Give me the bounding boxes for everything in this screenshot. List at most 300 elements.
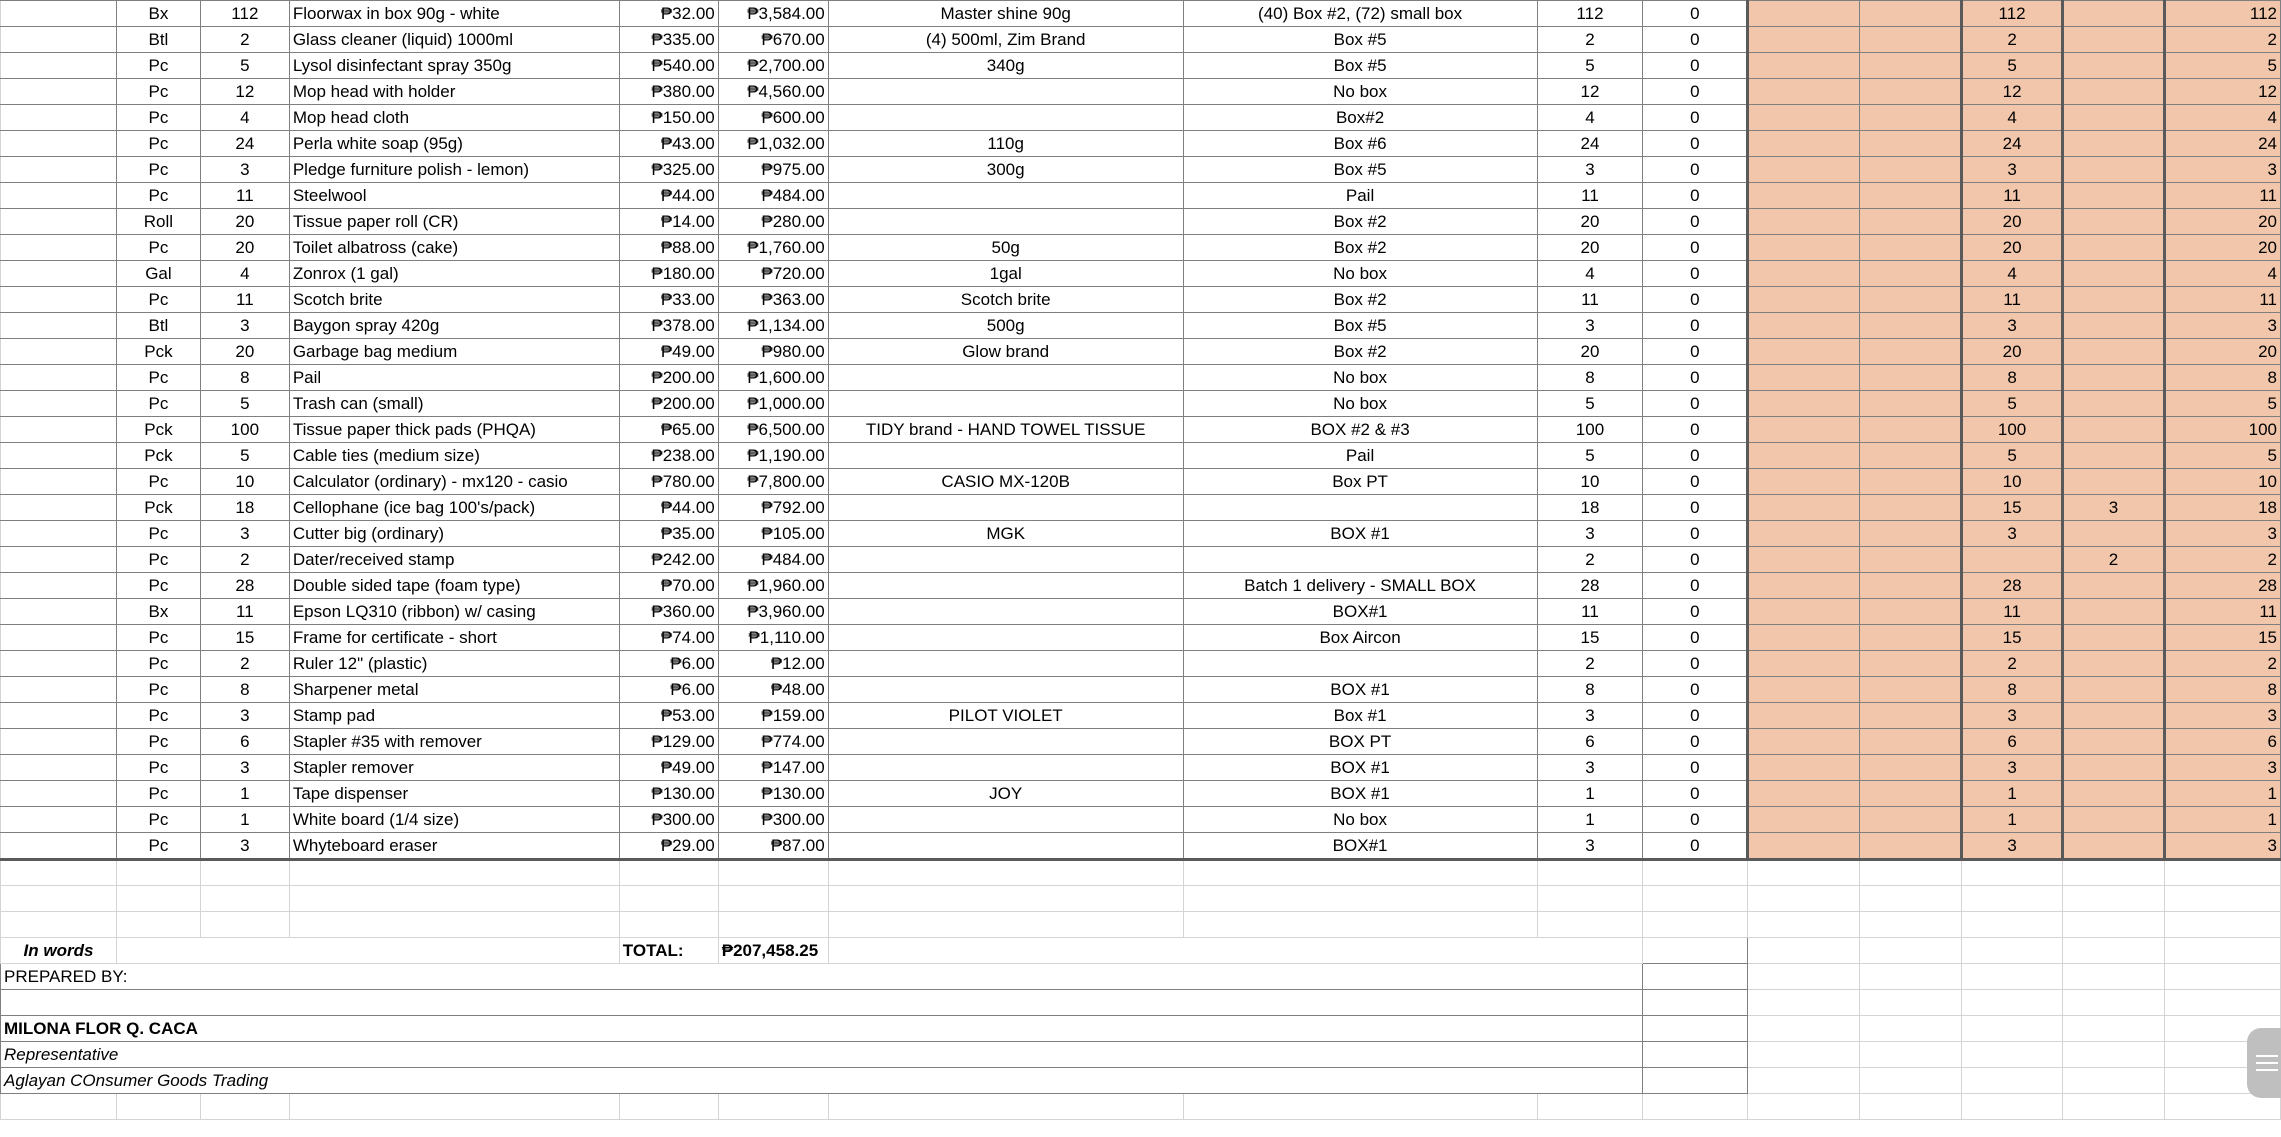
- cell[interactable]: ₱87.00: [718, 833, 828, 860]
- cell[interactable]: [828, 807, 1183, 833]
- cell[interactable]: Box PT: [1183, 469, 1537, 495]
- cell[interactable]: 112: [1962, 1, 2063, 27]
- cell[interactable]: 11: [200, 287, 289, 313]
- cell[interactable]: Ruler 12" (plastic): [289, 651, 619, 677]
- cell[interactable]: 2: [200, 27, 289, 53]
- cell[interactable]: [2063, 261, 2165, 287]
- cell[interactable]: [200, 860, 289, 886]
- cell[interactable]: [200, 886, 289, 912]
- cell[interactable]: 3: [200, 703, 289, 729]
- cell[interactable]: ₱74.00: [619, 625, 718, 651]
- cell[interactable]: [1962, 990, 2063, 1016]
- cell[interactable]: Box #2: [1183, 287, 1537, 313]
- cell[interactable]: Toilet albatross (cake): [289, 235, 619, 261]
- cell[interactable]: [2063, 599, 2165, 625]
- cell[interactable]: Master shine 90g: [828, 1, 1183, 27]
- cell[interactable]: Btl: [116, 27, 200, 53]
- cell[interactable]: 3: [200, 521, 289, 547]
- cell[interactable]: 1: [1537, 781, 1643, 807]
- cell[interactable]: [828, 547, 1183, 573]
- cell[interactable]: ₱670.00: [718, 27, 828, 53]
- cell[interactable]: [1748, 833, 1860, 860]
- cell[interactable]: ₱325.00: [619, 157, 718, 183]
- cell[interactable]: [2164, 964, 2280, 990]
- cell[interactable]: [1, 755, 117, 781]
- cell[interactable]: 2: [1962, 651, 2063, 677]
- cell[interactable]: 0: [1643, 79, 1748, 105]
- cell[interactable]: [2063, 781, 2165, 807]
- cell[interactable]: [1, 235, 117, 261]
- cell[interactable]: [200, 912, 289, 938]
- cell[interactable]: (4) 500ml, Zim Brand: [828, 27, 1183, 53]
- cell[interactable]: [2063, 677, 2165, 703]
- cell[interactable]: 11: [1537, 287, 1643, 313]
- cell[interactable]: ₱147.00: [718, 755, 828, 781]
- cell[interactable]: [1, 912, 117, 938]
- cell[interactable]: [2063, 157, 2165, 183]
- cell[interactable]: [1, 417, 117, 443]
- cell[interactable]: Pc: [116, 235, 200, 261]
- cell[interactable]: [619, 1094, 718, 1120]
- cell[interactable]: 3: [2063, 495, 2165, 521]
- cell[interactable]: [828, 599, 1183, 625]
- cell[interactable]: [2164, 990, 2280, 1016]
- cell[interactable]: MGK: [828, 521, 1183, 547]
- cell[interactable]: [1860, 209, 1962, 235]
- cell[interactable]: [619, 912, 718, 938]
- cell[interactable]: 0: [1643, 521, 1748, 547]
- cell[interactable]: 1: [2164, 807, 2280, 833]
- cell[interactable]: 2: [1962, 27, 2063, 53]
- cell[interactable]: ₱12.00: [718, 651, 828, 677]
- cell[interactable]: Pail: [289, 365, 619, 391]
- cell[interactable]: [2063, 886, 2165, 912]
- cell[interactable]: Dater/received stamp: [289, 547, 619, 573]
- cell[interactable]: Roll: [116, 209, 200, 235]
- cell[interactable]: [1, 833, 117, 860]
- cell[interactable]: No box: [1183, 365, 1537, 391]
- cell[interactable]: No box: [1183, 261, 1537, 287]
- cell[interactable]: Glow brand: [828, 339, 1183, 365]
- cell[interactable]: [1748, 53, 1860, 79]
- cell[interactable]: BOX#1: [1183, 833, 1537, 860]
- cell[interactable]: BOX #1: [1183, 677, 1537, 703]
- cell[interactable]: 0: [1643, 807, 1748, 833]
- cell[interactable]: [1748, 365, 1860, 391]
- cell[interactable]: [1860, 235, 1962, 261]
- cell[interactable]: 20: [2164, 235, 2280, 261]
- cell[interactable]: [2063, 938, 2165, 964]
- cell[interactable]: [1, 573, 117, 599]
- cell[interactable]: [2063, 1, 2165, 27]
- cell[interactable]: [1, 651, 117, 677]
- cell[interactable]: 6: [2164, 729, 2280, 755]
- scrollbar-handle[interactable]: [2247, 1028, 2281, 1098]
- cell[interactable]: 3: [2164, 833, 2280, 860]
- cell[interactable]: BOX #1: [1183, 755, 1537, 781]
- cell[interactable]: Box#2: [1183, 105, 1537, 131]
- cell[interactable]: [1183, 912, 1537, 938]
- cell[interactable]: 112: [200, 1, 289, 27]
- cell[interactable]: Pc: [116, 651, 200, 677]
- cell[interactable]: No box: [1183, 391, 1537, 417]
- cell[interactable]: [1748, 755, 1860, 781]
- cell[interactable]: [1, 261, 117, 287]
- cell[interactable]: [1748, 495, 1860, 521]
- cell[interactable]: [1860, 27, 1962, 53]
- cell[interactable]: ₱360.00: [619, 599, 718, 625]
- cell[interactable]: [1748, 729, 1860, 755]
- cell[interactable]: ₱180.00: [619, 261, 718, 287]
- cell[interactable]: ₱6.00: [619, 651, 718, 677]
- cell[interactable]: 24: [1962, 131, 2063, 157]
- cell[interactable]: Pail: [1183, 183, 1537, 209]
- cell[interactable]: 2: [1537, 547, 1643, 573]
- cell[interactable]: 3: [200, 157, 289, 183]
- cell[interactable]: ₱380.00: [619, 79, 718, 105]
- cell[interactable]: 500g: [828, 313, 1183, 339]
- cell[interactable]: ₱159.00: [718, 703, 828, 729]
- cell[interactable]: 11: [200, 599, 289, 625]
- cell[interactable]: [1748, 287, 1860, 313]
- cell[interactable]: 50g: [828, 235, 1183, 261]
- cell[interactable]: Stamp pad: [289, 703, 619, 729]
- cell[interactable]: [619, 860, 718, 886]
- cell[interactable]: 0: [1643, 365, 1748, 391]
- cell[interactable]: 5: [200, 53, 289, 79]
- cell[interactable]: [1748, 703, 1860, 729]
- cell[interactable]: Gal: [116, 261, 200, 287]
- cell[interactable]: ₱44.00: [619, 495, 718, 521]
- cell[interactable]: [828, 886, 1183, 912]
- cell[interactable]: [1748, 573, 1860, 599]
- cell[interactable]: Pc: [116, 703, 200, 729]
- cell[interactable]: [1537, 860, 1643, 886]
- cell[interactable]: ₱4,560.00: [718, 79, 828, 105]
- cell[interactable]: ₱1,032.00: [718, 131, 828, 157]
- cell[interactable]: [2063, 729, 2165, 755]
- cell[interactable]: [2063, 755, 2165, 781]
- cell[interactable]: [289, 912, 619, 938]
- cell[interactable]: [1748, 990, 1860, 1016]
- cell[interactable]: 0: [1643, 443, 1748, 469]
- cell[interactable]: Mop head cloth: [289, 105, 619, 131]
- cell[interactable]: No box: [1183, 807, 1537, 833]
- cell[interactable]: [1, 599, 117, 625]
- cell[interactable]: Cable ties (medium size): [289, 443, 619, 469]
- cell[interactable]: 6: [1962, 729, 2063, 755]
- cell[interactable]: [2063, 469, 2165, 495]
- cell[interactable]: Pc: [116, 105, 200, 131]
- cell[interactable]: Box #1: [1183, 703, 1537, 729]
- cell[interactable]: [828, 105, 1183, 131]
- cell[interactable]: Sharpener metal: [289, 677, 619, 703]
- cell[interactable]: [828, 860, 1183, 886]
- cell[interactable]: ₱300.00: [718, 807, 828, 833]
- cell[interactable]: [1860, 469, 1962, 495]
- cell[interactable]: 3: [1962, 313, 2063, 339]
- cell[interactable]: 112: [1537, 1, 1643, 27]
- cell[interactable]: [1860, 1068, 1962, 1094]
- cell[interactable]: [828, 495, 1183, 521]
- cell[interactable]: Pck: [116, 443, 200, 469]
- cell[interactable]: 0: [1643, 131, 1748, 157]
- cell[interactable]: 20: [200, 209, 289, 235]
- cell[interactable]: [2063, 912, 2165, 938]
- cell[interactable]: [1748, 521, 1860, 547]
- cell[interactable]: 4: [1537, 105, 1643, 131]
- cell[interactable]: 8: [200, 677, 289, 703]
- cell[interactable]: ₱2,700.00: [718, 53, 828, 79]
- cell[interactable]: [1860, 1, 1962, 27]
- cell[interactable]: 4: [1537, 261, 1643, 287]
- cell[interactable]: ₱484.00: [718, 547, 828, 573]
- cell[interactable]: [828, 755, 1183, 781]
- cell[interactable]: [2063, 27, 2165, 53]
- cell[interactable]: [828, 1094, 1183, 1120]
- cell[interactable]: 0: [1643, 183, 1748, 209]
- cell[interactable]: 100: [1537, 417, 1643, 443]
- cell[interactable]: [1, 339, 117, 365]
- cell[interactable]: Pc: [116, 729, 200, 755]
- cell[interactable]: ₱3,584.00: [718, 1, 828, 27]
- cell[interactable]: 2: [1537, 27, 1643, 53]
- cell[interactable]: ₱48.00: [718, 677, 828, 703]
- cell[interactable]: 3: [200, 833, 289, 860]
- cell[interactable]: [828, 365, 1183, 391]
- cell[interactable]: [289, 1094, 619, 1120]
- cell[interactable]: [2164, 938, 2280, 964]
- cell[interactable]: 1gal: [828, 261, 1183, 287]
- cell[interactable]: [2063, 625, 2165, 651]
- cell[interactable]: ₱65.00: [619, 417, 718, 443]
- cell[interactable]: [2063, 1042, 2165, 1068]
- cell[interactable]: [1748, 235, 1860, 261]
- cell[interactable]: [718, 1094, 828, 1120]
- cell[interactable]: 28: [1537, 573, 1643, 599]
- cell[interactable]: [828, 938, 1643, 964]
- cell[interactable]: 24: [1537, 131, 1643, 157]
- cell[interactable]: [1, 677, 117, 703]
- cell[interactable]: ₱3,960.00: [718, 599, 828, 625]
- cell[interactable]: ₱200.00: [619, 391, 718, 417]
- cell[interactable]: [1537, 1094, 1643, 1120]
- cell[interactable]: 10: [2164, 469, 2280, 495]
- cell[interactable]: Pc: [116, 391, 200, 417]
- cell[interactable]: [2164, 886, 2280, 912]
- cell[interactable]: [828, 443, 1183, 469]
- cell[interactable]: [289, 860, 619, 886]
- cell[interactable]: ₱600.00: [718, 105, 828, 131]
- cell[interactable]: 3: [1962, 521, 2063, 547]
- cell[interactable]: 11: [2164, 287, 2280, 313]
- cell[interactable]: 10: [1537, 469, 1643, 495]
- cell[interactable]: ₱7,800.00: [718, 469, 828, 495]
- cell[interactable]: 18: [2164, 495, 2280, 521]
- cell[interactable]: 5: [1962, 391, 2063, 417]
- cell[interactable]: Box #5: [1183, 53, 1537, 79]
- cell[interactable]: 20: [1537, 235, 1643, 261]
- cell[interactable]: Double sided tape (foam type): [289, 573, 619, 599]
- cell[interactable]: JOY: [828, 781, 1183, 807]
- cell[interactable]: Whyteboard eraser: [289, 833, 619, 860]
- cell[interactable]: No box: [1183, 79, 1537, 105]
- cell[interactable]: 11: [1962, 287, 2063, 313]
- cell[interactable]: 3: [1537, 313, 1643, 339]
- cell[interactable]: [1643, 860, 1748, 886]
- cell[interactable]: 300g: [828, 157, 1183, 183]
- cell[interactable]: Pail: [1183, 443, 1537, 469]
- cell[interactable]: [2063, 573, 2165, 599]
- cell[interactable]: 8: [200, 365, 289, 391]
- cell[interactable]: [2063, 183, 2165, 209]
- cell[interactable]: [1748, 599, 1860, 625]
- cell[interactable]: 0: [1643, 235, 1748, 261]
- cell[interactable]: 3: [1537, 703, 1643, 729]
- cell[interactable]: [828, 912, 1183, 938]
- cell[interactable]: 5: [200, 443, 289, 469]
- cell[interactable]: Pc: [116, 53, 200, 79]
- cell[interactable]: ₱335.00: [619, 27, 718, 53]
- cell[interactable]: [1860, 157, 1962, 183]
- cell[interactable]: Box #2: [1183, 235, 1537, 261]
- cell[interactable]: Tape dispenser: [289, 781, 619, 807]
- cell[interactable]: [1860, 79, 1962, 105]
- cell[interactable]: Cellophane (ice bag 100's/pack): [289, 495, 619, 521]
- cell[interactable]: 3: [2164, 157, 2280, 183]
- cell[interactable]: 0: [1643, 417, 1748, 443]
- cell[interactable]: 24: [2164, 131, 2280, 157]
- cell[interactable]: [1860, 964, 1962, 990]
- cell[interactable]: Pc: [116, 365, 200, 391]
- cell[interactable]: 0: [1643, 1, 1748, 27]
- cell[interactable]: ₱540.00: [619, 53, 718, 79]
- cell[interactable]: ₱1,000.00: [718, 391, 828, 417]
- cell[interactable]: 12: [1537, 79, 1643, 105]
- cell[interactable]: Pc: [116, 469, 200, 495]
- cell[interactable]: [1183, 651, 1537, 677]
- cell[interactable]: [116, 886, 200, 912]
- cell[interactable]: [1, 781, 117, 807]
- cell[interactable]: Pck: [116, 495, 200, 521]
- cell[interactable]: [1860, 261, 1962, 287]
- cell[interactable]: 1: [1962, 781, 2063, 807]
- cell[interactable]: 110g: [828, 131, 1183, 157]
- cell[interactable]: [1748, 1094, 1860, 1120]
- cell[interactable]: [1748, 964, 1860, 990]
- cell[interactable]: [2063, 703, 2165, 729]
- cell[interactable]: [1, 313, 117, 339]
- cell[interactable]: [1643, 1068, 1748, 1094]
- cell[interactable]: [1860, 521, 1962, 547]
- cell[interactable]: [1860, 183, 1962, 209]
- cell[interactable]: [1860, 833, 1962, 860]
- cell[interactable]: 0: [1643, 625, 1748, 651]
- cell[interactable]: 5: [2164, 443, 2280, 469]
- cell[interactable]: [2063, 833, 2165, 860]
- cell[interactable]: 0: [1643, 469, 1748, 495]
- cell[interactable]: ₱6.00: [619, 677, 718, 703]
- cell[interactable]: 12: [200, 79, 289, 105]
- cell[interactable]: 4: [200, 105, 289, 131]
- cell[interactable]: 3: [1962, 833, 2063, 860]
- cell[interactable]: [828, 573, 1183, 599]
- cell[interactable]: Lysol disinfectant spray 350g: [289, 53, 619, 79]
- cell[interactable]: 1: [200, 807, 289, 833]
- cell[interactable]: [1643, 990, 1748, 1016]
- cell[interactable]: 8: [1962, 677, 2063, 703]
- cell[interactable]: [1748, 105, 1860, 131]
- cell[interactable]: 0: [1643, 287, 1748, 313]
- cell[interactable]: [1962, 938, 2063, 964]
- cell[interactable]: Floorwax in box 90g - white: [289, 1, 619, 27]
- cell[interactable]: [1748, 860, 1860, 886]
- cell[interactable]: [1860, 938, 1962, 964]
- cell[interactable]: 0: [1643, 495, 1748, 521]
- cell[interactable]: [1, 79, 117, 105]
- cell[interactable]: 11: [2164, 599, 2280, 625]
- cell[interactable]: 0: [1643, 391, 1748, 417]
- cell[interactable]: 0: [1643, 651, 1748, 677]
- cell[interactable]: Frame for certificate - short: [289, 625, 619, 651]
- cell[interactable]: 100: [200, 417, 289, 443]
- cell[interactable]: 20: [1537, 209, 1643, 235]
- cell[interactable]: [828, 209, 1183, 235]
- cell[interactable]: Pc: [116, 157, 200, 183]
- cell[interactable]: [1860, 599, 1962, 625]
- cell[interactable]: [1860, 886, 1962, 912]
- cell[interactable]: [1860, 105, 1962, 131]
- cell[interactable]: 15: [2164, 625, 2280, 651]
- cell[interactable]: 0: [1643, 677, 1748, 703]
- cell[interactable]: Pc: [116, 781, 200, 807]
- cell[interactable]: [1643, 1016, 1748, 1042]
- cell[interactable]: 0: [1643, 53, 1748, 79]
- cell[interactable]: BOX #1: [1183, 521, 1537, 547]
- cell[interactable]: BOX#1: [1183, 599, 1537, 625]
- cell[interactable]: [2063, 1068, 2165, 1094]
- cell[interactable]: Box #2: [1183, 339, 1537, 365]
- cell[interactable]: ₱29.00: [619, 833, 718, 860]
- cell[interactable]: [200, 1094, 289, 1120]
- cell[interactable]: [1643, 964, 1748, 990]
- cell[interactable]: [1860, 131, 1962, 157]
- cell[interactable]: [1748, 417, 1860, 443]
- cell[interactable]: [2063, 521, 2165, 547]
- cell[interactable]: 0: [1643, 833, 1748, 860]
- cell[interactable]: 3: [2164, 313, 2280, 339]
- cell[interactable]: ₱14.00: [619, 209, 718, 235]
- cell[interactable]: Pc: [116, 183, 200, 209]
- cell[interactable]: [2063, 1016, 2165, 1042]
- cell[interactable]: [1860, 287, 1962, 313]
- cell[interactable]: Scotch brite: [828, 287, 1183, 313]
- cell[interactable]: ₱980.00: [718, 339, 828, 365]
- cell[interactable]: [1962, 886, 2063, 912]
- cell[interactable]: 28: [2164, 573, 2280, 599]
- cell[interactable]: Mop head with holder: [289, 79, 619, 105]
- cell[interactable]: [828, 79, 1183, 105]
- cell[interactable]: [2063, 105, 2165, 131]
- cell[interactable]: ₱150.00: [619, 105, 718, 131]
- cell[interactable]: Zonrox (1 gal): [289, 261, 619, 287]
- cell[interactable]: 3: [1962, 755, 2063, 781]
- cell[interactable]: [1962, 547, 2063, 573]
- cell[interactable]: 4: [200, 261, 289, 287]
- cell[interactable]: 20: [1962, 235, 2063, 261]
- cell[interactable]: [1, 131, 117, 157]
- cell[interactable]: [1860, 703, 1962, 729]
